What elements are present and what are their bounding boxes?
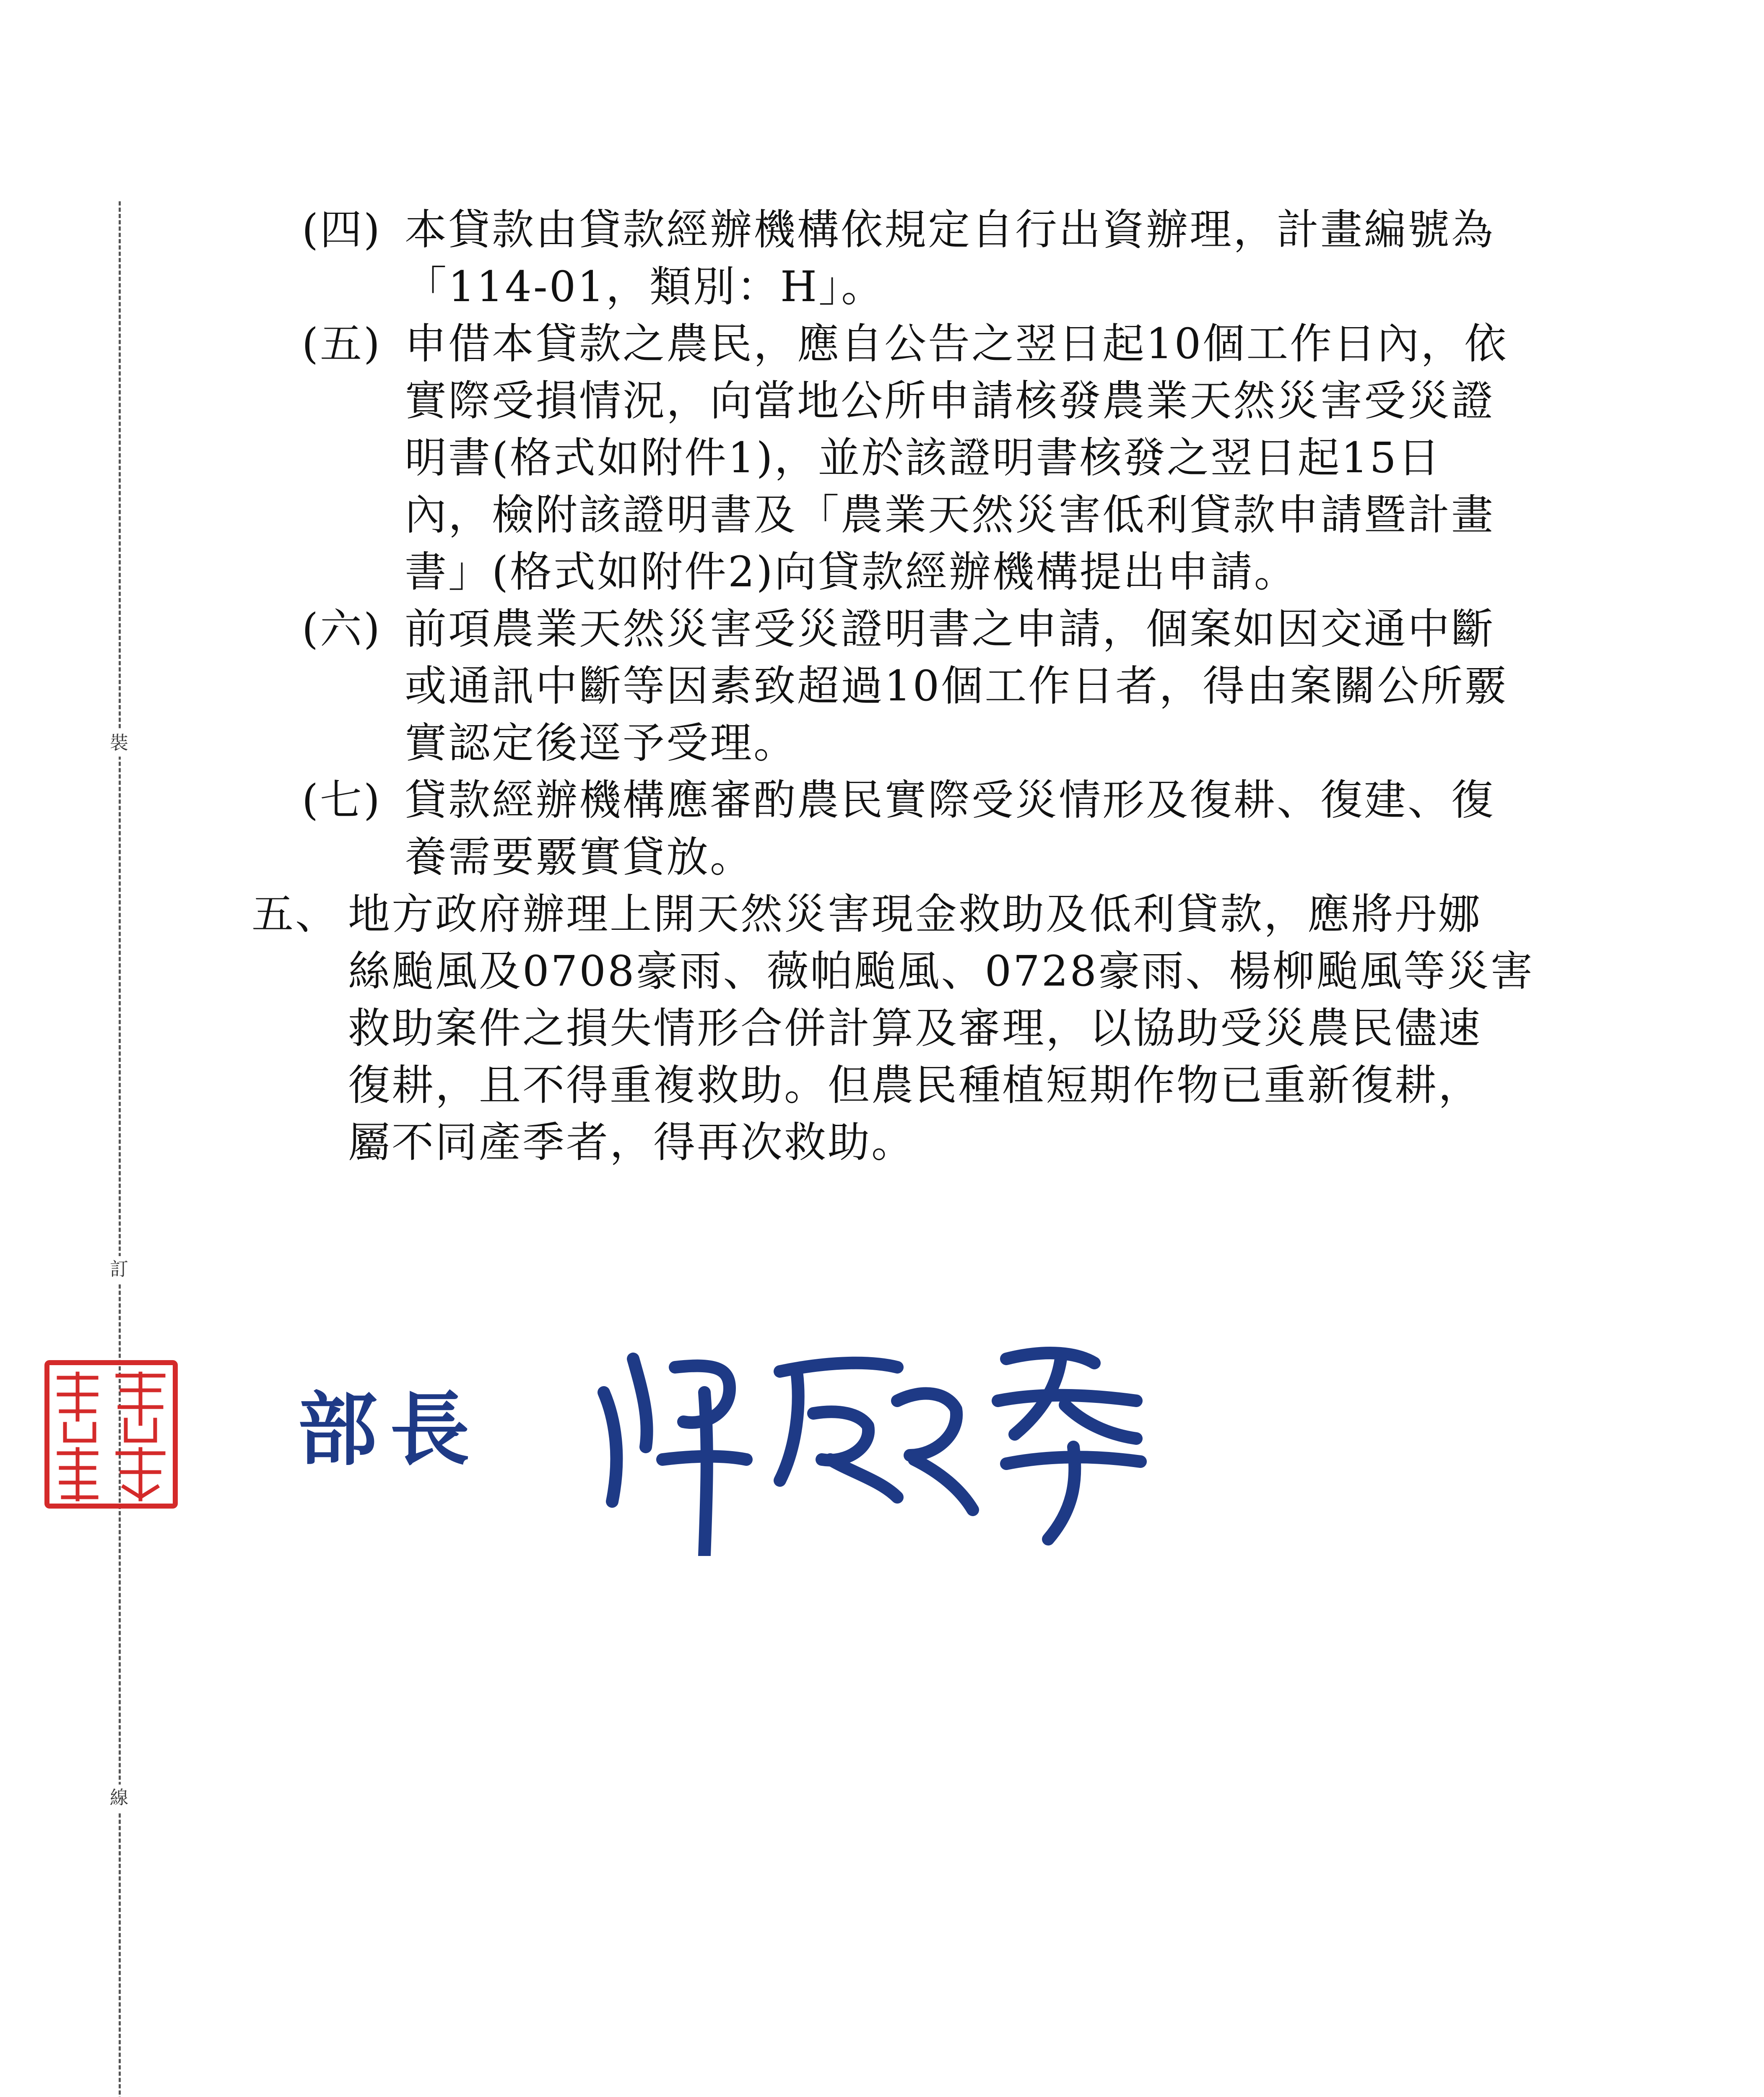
clause-line: 實認定後逕予受理。	[405, 718, 797, 768]
section-line: 屬不同產季者，得再次救助。	[348, 1118, 915, 1167]
clause-line: 書」(格式如附件2)向貸款經辦機構提出申請。	[405, 547, 1298, 596]
clause-line: 貸款經辦機構應審酌農民實際受災情形及復耕、復建、復	[405, 775, 1495, 825]
clause-line: 或通訊中斷等因素致超過10個工作日者，得由案關公所覈	[405, 661, 1508, 710]
clause-label: (七)	[302, 775, 382, 825]
clause-4-7	[252, 772, 1585, 886]
binding-mark-ding: 訂	[106, 1256, 132, 1283]
official-seal-stamp	[42, 1357, 180, 1512]
clause-line: 「114-01，類別：H」。	[405, 262, 885, 311]
clause-line: 明書(格式如附件1)，並於該證明書核發之翌日起15日	[405, 433, 1442, 482]
binding-mark-zhuang: 裝	[106, 730, 132, 757]
section-line: 絲颱風及0708豪雨、薇帕颱風、0728豪雨、楊柳颱風等災害	[348, 947, 1534, 996]
clause-label: (五)	[302, 319, 382, 368]
section-5	[252, 886, 1585, 1171]
clause-4-5	[252, 315, 1585, 601]
clause-line: 實際受損情況，向當地公所申請核發農業天然災害受災證	[405, 376, 1495, 425]
section-line: 救助案件之損失情形合併計算及審理，以協助受災農民儘速	[348, 1004, 1482, 1053]
section-label: 五、	[252, 890, 339, 939]
clause-line: 養需要覈實貸放。	[405, 833, 753, 882]
clause-4-4	[252, 201, 1585, 315]
clause-line: 前項農業天然災害受災證明書之申請，個案如因交通中斷	[405, 604, 1495, 653]
clause-line: 申借本貸款之農民，應自公告之翌日起10個工作日內，依	[405, 319, 1508, 368]
binding-line	[119, 201, 121, 2097]
clause-line: 本貸款由貸款經辦機構依規定自行出資辦理，計畫編號為	[405, 205, 1495, 254]
clause-label: (六)	[302, 604, 382, 653]
document-body	[252, 201, 1585, 1171]
section-line: 地方政府辦理上開天然災害現金救助及低利貸款，應將丹娜	[348, 890, 1482, 939]
clause-line: 內，檢附該證明書及「農業天然災害低利貸款申請暨計畫	[405, 490, 1495, 539]
clause-label: (四)	[302, 205, 382, 254]
section-line: 復耕，且不得重複救助。但農民種植短期作物已重新復耕，	[348, 1061, 1482, 1110]
signature-title: 部長	[298, 1384, 483, 1476]
handwritten-signature	[579, 1321, 1166, 1556]
clause-4-6	[252, 601, 1585, 772]
binding-mark-xian: 線	[106, 1785, 132, 1811]
